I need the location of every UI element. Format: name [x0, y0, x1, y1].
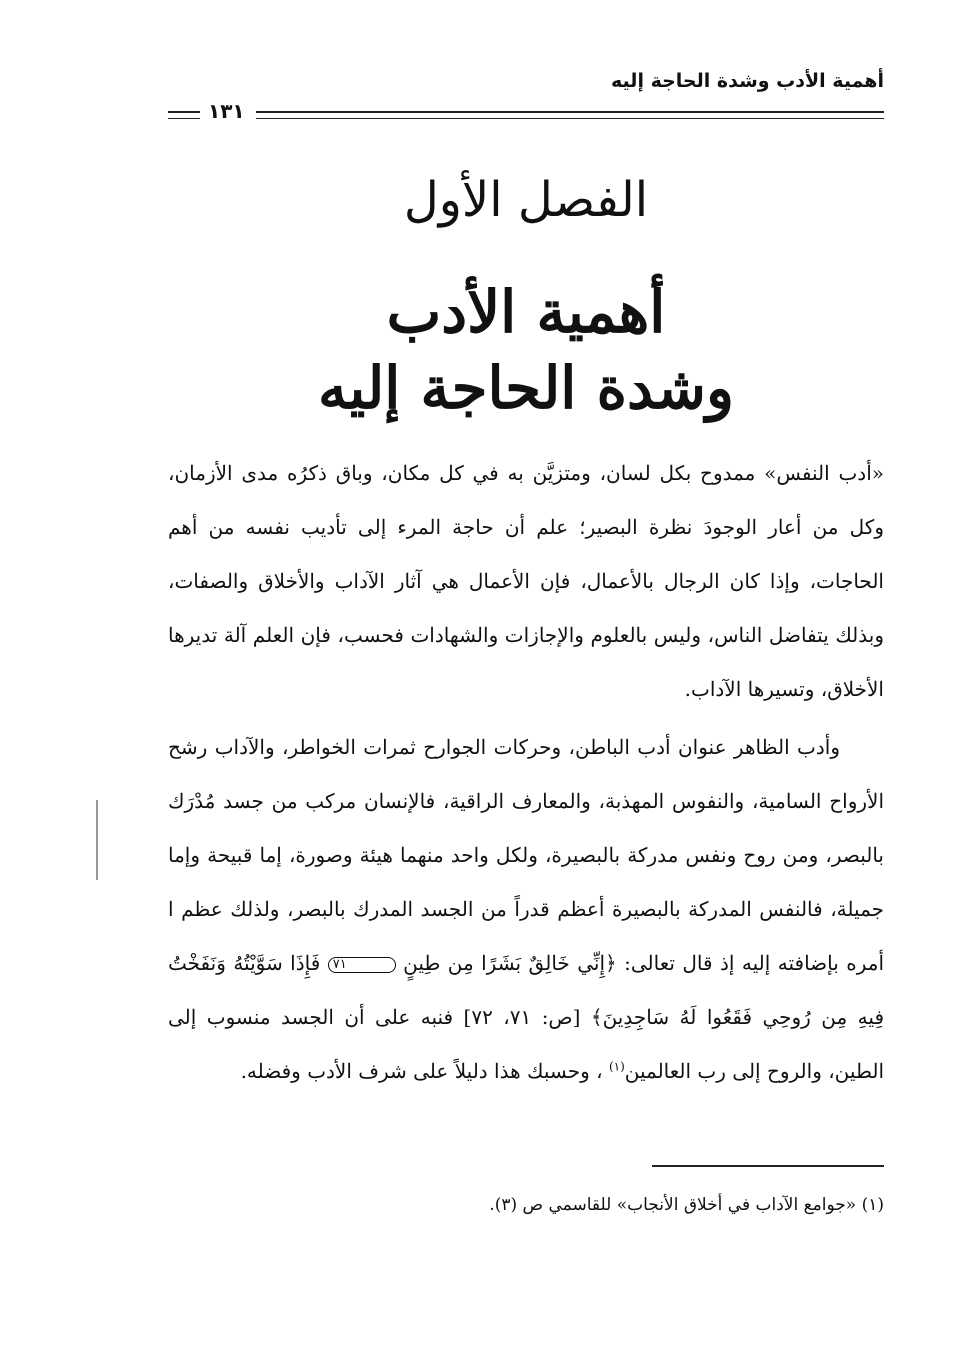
- page-number: ١٣١: [208, 99, 245, 123]
- chapter-title-line-2: وشدة الحاجة إليه: [317, 354, 735, 422]
- paragraph-2: [168, 720, 884, 1098]
- paragraph-1: «أدب النفس» ممدوح بكل لسان، ومتزيَّن به في كل مكان، وباق ذكرُه مدى الأزمان، وكل من أعار الوجودَ نظرة البصير؛ علم أن حاجة المرء إلى تأديب نفسه من أهم الحاجات، وإذا كان الرجال بالأعمال، فإن الأعمال هي آثار الآداب والأخلاق والصفات، وبذلك يتفاضل الناس، وليس بالعلوم والإجازات والشهادات فحسب، فإن العلم آلة تديرها الأخلاق، وتسيرها الآداب.: [168, 461, 885, 701]
- chapter-title: [168, 274, 884, 426]
- paragraph-2-part-1: وأدب الظاهر عنوان أدب الباطن، وحركات الجوارح ثمرات الخواطر، والآداب رشح الأرواح السامية، والنفوس المهذبة، والمعارف الراقية، فالإنسان مركب من جسد مُدْرَك بالبصر، ومن روح ونفس مدركة بالبصيرة، ولكل واحد منهما هيئة وصورة، إما قبيحة وإما جميلة، فالنفس المدركة بالبصيرة أعظم قدراً من الجسد المدرك بالبصر، ولذلك عظم ا أمره بإضافته إليه إذ قال تعالى: ﴿إِنِّي خَالِقٌ بَشَرًا مِن طِينٍ: [168, 735, 885, 975]
- paragraph-2-part-2: فَإِذَا سَوَّيْتُهُ وَنَفَخْتُ فِيهِ مِن رُوحِي فَقَعُوا لَهُ سَاجِدِينَ﴾ [ص: ٧١، ٧٢] فنبه على أن الجسد منسوب إلى الطين، والروح إلى رب العالمين: [168, 951, 885, 1083]
- footnote-separator: [652, 1165, 884, 1167]
- header-rule-left: [168, 111, 200, 119]
- margin-scan-mark: [96, 800, 98, 880]
- footnote: (١) «جوامع الآداب في أخلاق الأنجاب» للقاسمي ص (٣).: [489, 1195, 884, 1215]
- header-rule-right: [256, 111, 884, 119]
- body-text: [168, 446, 884, 1098]
- paragraph-2-part-3: ، وحسبك هذا دليلاً على شرف الأدب وفضله.: [240, 1059, 603, 1083]
- page-header: [168, 70, 884, 123]
- aya-number-marker: ٧١: [328, 957, 396, 973]
- footnote-reference[interactable]: (١): [608, 1059, 625, 1074]
- running-title: أهمية الأدب وشدة الحاجة إليه: [611, 70, 884, 92]
- chapter-title-line-1: أهمية الأدب: [386, 278, 666, 346]
- header-rule: [168, 99, 884, 123]
- chapter-label: الفصل الأول: [403, 172, 649, 228]
